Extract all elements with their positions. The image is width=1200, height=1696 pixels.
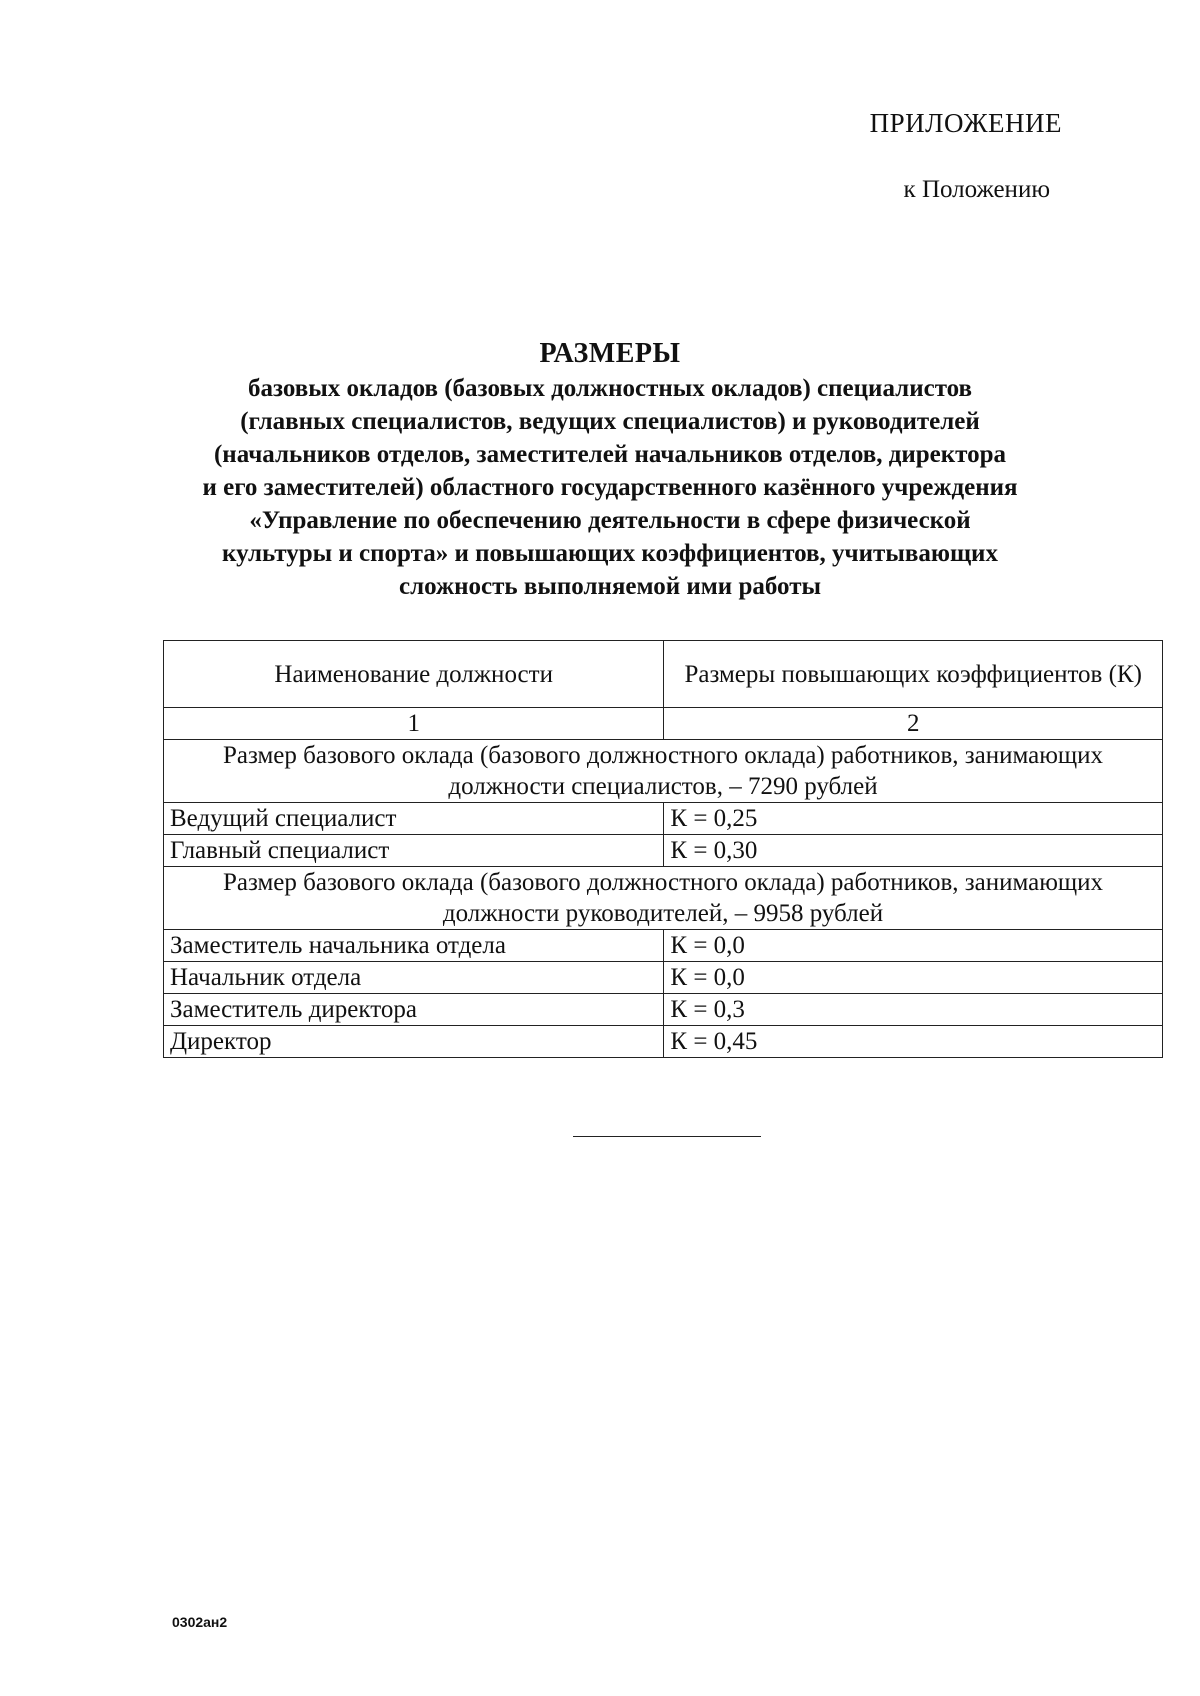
table-numbering-row — [164, 708, 1163, 740]
appendix-reference: к Положению — [903, 176, 1050, 203]
section-heading-managers: Размер базового оклада (базового должностного оклада) работников, занимающих должности руководителей, – 9958 рублей — [164, 867, 1163, 930]
coefficient-cell: К = 0,25 — [664, 803, 1163, 835]
coefficient-cell: К = 0,45 — [664, 1026, 1163, 1058]
column-number: 2 — [664, 708, 1163, 740]
position-cell: Ведущий специалист — [164, 803, 664, 835]
table-header-row — [164, 641, 1163, 708]
position-cell: Заместитель начальника отдела — [164, 930, 664, 962]
document-code: 0302ан2 — [172, 1614, 228, 1630]
title-line: «Управление по обеспечению деятельности в сфере физической — [249, 507, 971, 534]
section-heading-row — [164, 867, 1163, 930]
table-row — [164, 835, 1163, 867]
title-line: (главных специалистов, ведущих специалистов) и руководителей — [240, 408, 980, 435]
title-line: и его заместителей) областного государственного казённого учреждения — [202, 474, 1018, 501]
coefficient-cell: К = 0,0 — [664, 962, 1163, 994]
table-row — [164, 994, 1163, 1026]
coefficient-cell: К = 0,3 — [664, 994, 1163, 1026]
table-row — [164, 962, 1163, 994]
section-heading-row — [164, 740, 1163, 803]
end-of-document-rule — [573, 1136, 761, 1137]
table-row — [164, 1026, 1163, 1058]
position-cell: Директор — [164, 1026, 664, 1058]
position-cell: Начальник отдела — [164, 962, 664, 994]
table-row — [164, 803, 1163, 835]
column-number: 1 — [164, 708, 664, 740]
header-position-name: Наименование должности — [164, 641, 664, 708]
title-line: культуры и спорта» и повышающих коэффициентов, учитывающих — [222, 540, 998, 567]
salary-table — [163, 640, 1163, 1058]
table-row — [164, 930, 1163, 962]
title-line: сложность выполняемой ими работы — [398, 573, 821, 600]
appendix-label: ПРИЛОЖЕНИЕ — [869, 108, 1062, 138]
document-title — [150, 336, 1070, 603]
title-main: РАЗМЕРЫ — [539, 338, 681, 369]
title-line: (начальников отделов, заместителей начальников отделов, директора — [213, 441, 1007, 468]
coefficient-cell: К = 0,30 — [664, 835, 1163, 867]
position-cell: Заместитель директора — [164, 994, 664, 1026]
section-heading-specialists: Размер базового оклада (базового должностного оклада) работников, занимающих должности специалистов, – 7290 рублей — [164, 740, 1163, 803]
title-line: базовых окладов (базовых должностных окладов) специалистов — [247, 375, 973, 402]
header-coefficient: Размеры повышающих коэффициентов (К) — [664, 641, 1163, 708]
coefficient-cell: К = 0,0 — [664, 930, 1163, 962]
position-cell: Главный специалист — [164, 835, 664, 867]
